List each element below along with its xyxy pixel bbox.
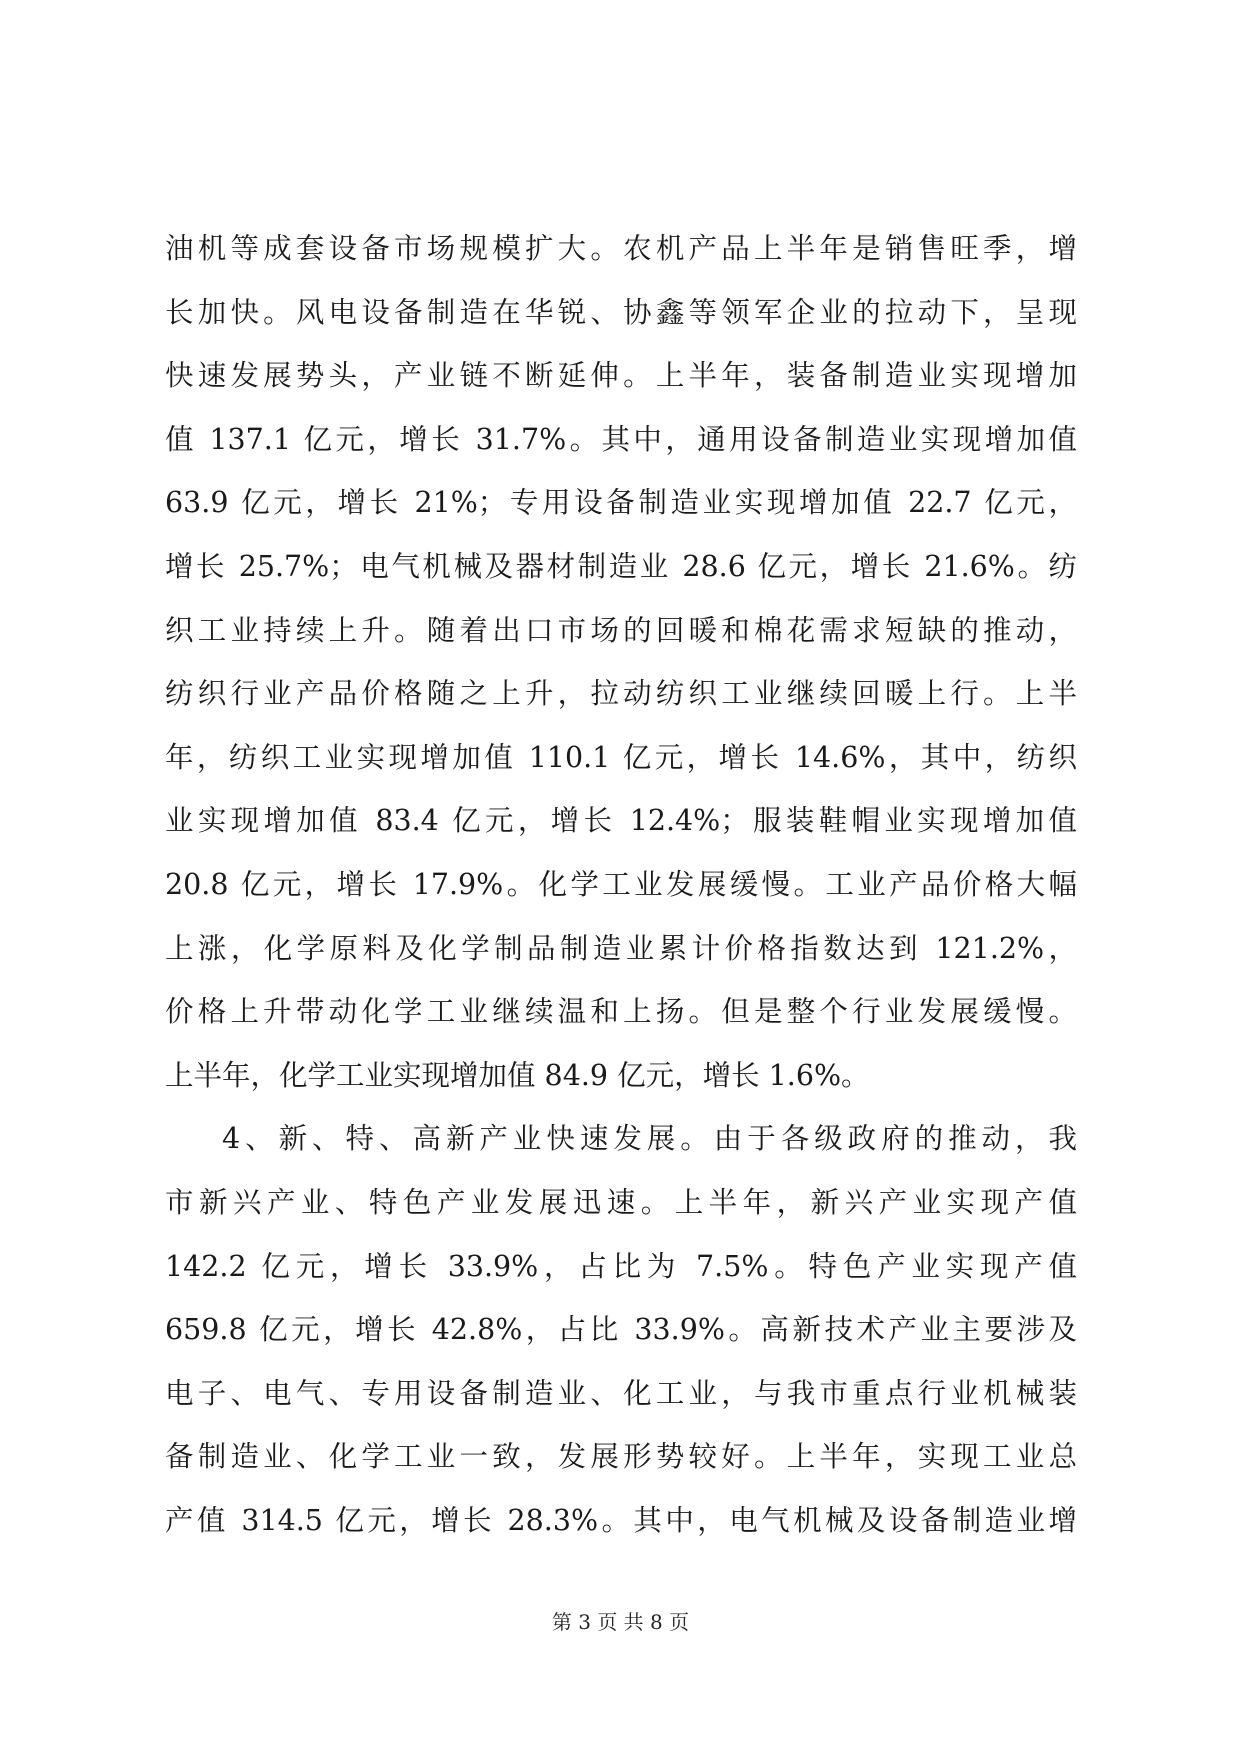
text-line: 电子、电气、专用设备制造业、化工业，与我市重点行业机械装 xyxy=(165,1376,1077,1410)
text-line: 快速发展势头，产业链不断延伸。上半年，装备制造业实现增加 xyxy=(165,359,1077,393)
paragraph-2 xyxy=(165,1124,1077,1569)
text-line: 年，纺织工业实现增加值 110.1 亿元，增长 14.6%，其中，纺织 xyxy=(165,740,1077,774)
text-line: 20.8 亿元，增长 17.9%。化学工业发展缓慢。工业产品价格大幅 xyxy=(165,867,1077,901)
document-body xyxy=(165,234,1077,1569)
text-line: 产值 314.5 亿元，增长 28.3%。其中，电气机械及设备制造业增 xyxy=(165,1503,1077,1537)
text-line: 增长 25.7%；电气机械及器材制造业 28.6 亿元，增长 21.6%。纺 xyxy=(165,549,1077,583)
text-line: 市新兴产业、特色产业发展迅速。上半年，新兴产业实现产值 xyxy=(165,1185,1077,1219)
text-line: 值 137.1 亿元，增长 31.7%。其中，通用设备制造业实现增加值 xyxy=(165,422,1077,456)
text-line: 63.9 亿元，增长 21%；专用设备制造业实现增加值 22.7 亿元， xyxy=(165,486,1077,520)
page-number: 第 3 页 共 8 页 xyxy=(551,1610,690,1634)
text-line: 纺织行业产品价格随之上升，拉动纺织工业继续回暖上行。上半 xyxy=(165,677,1077,711)
text-line: 上涨，化学原料及化学制品制造业累计价格指数达到 121.2%， xyxy=(165,931,1077,965)
text-line: 659.8 亿元，增长 42.8%，占比 33.9%。高新技术产业主要涉及 xyxy=(165,1313,1077,1347)
text-line: 价格上升带动化学工业继续温和上扬。但是整个行业发展缓慢。 xyxy=(165,995,1077,1029)
paragraph-1 xyxy=(165,234,1077,1124)
page-footer xyxy=(0,1610,1241,1634)
text-line: 备制造业、化学工业一致，发展形势较好。上半年，实现工业总 xyxy=(165,1440,1077,1474)
text-line: 4、新、特、高新产业快速发展。由于各级政府的推动，我 xyxy=(222,1122,1077,1156)
text-line: 142.2 亿元，增长 33.9%，占比为 7.5%。特色产业实现产值 xyxy=(165,1249,1077,1283)
text-line: 上半年，化学工业实现增加值 84.9 亿元，增长 1.6%。 xyxy=(165,1058,870,1092)
text-line: 织工业持续上升。随着出口市场的回暖和棉花需求短缺的推动， xyxy=(165,613,1077,647)
text-line: 长加快。风电设备制造在华锐、协鑫等领军企业的拉动下，呈现 xyxy=(165,295,1077,329)
text-line: 油机等成套设备市场规模扩大。农机产品上半年是销售旺季，增 xyxy=(165,232,1077,265)
text-line: 业实现增加值 83.4 亿元，增长 12.4%；服装鞋帽业实现增加值 xyxy=(165,804,1077,838)
